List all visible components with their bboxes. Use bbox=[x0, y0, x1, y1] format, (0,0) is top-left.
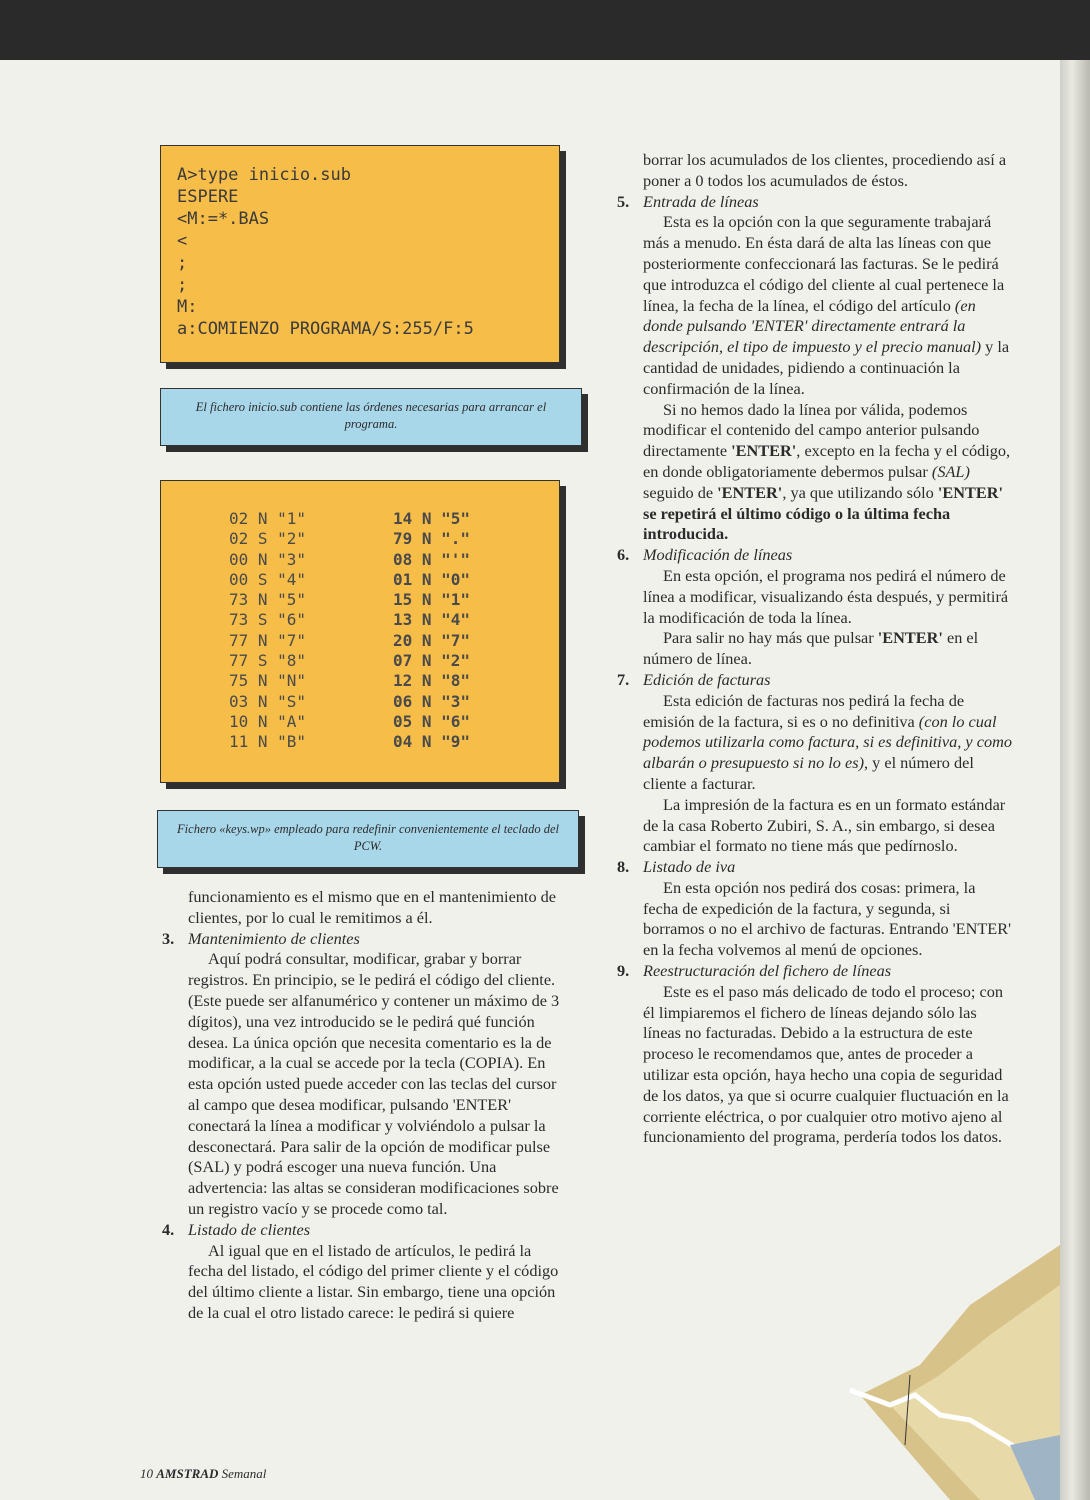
key-mapping-line: 73 N "5" bbox=[229, 590, 307, 610]
key-mapping-line: 08 N "'" bbox=[393, 549, 471, 569]
page-number: 10 bbox=[140, 1466, 153, 1481]
list-item-title: 5. Entrada de líneas bbox=[617, 191, 759, 211]
key-mapping-line: 14 N "5" bbox=[393, 509, 471, 528]
paragraph: En esta opción nos pedirá dos cosas: primera, la fecha de expedición de la factura, y segunda, si borramos o no el archivo de facturas. Entrando 'ENTER' en la fecha volvemos al menú de opciones. bbox=[643, 877, 1012, 960]
key-mapping-line: 03 N "S" bbox=[229, 691, 307, 711]
key-mapping-line: 75 N "N" bbox=[229, 671, 307, 691]
key-mapping-line: 13 N "4" bbox=[393, 610, 471, 630]
left-text-column bbox=[162, 887, 568, 1324]
code-listing-keys-wp bbox=[160, 480, 560, 783]
paragraph: Para salir no hay más que pulsar 'ENTER' en el número de línea. bbox=[643, 628, 979, 669]
key-mapping-line: 77 S "8" bbox=[229, 651, 307, 671]
caption-inicio-sub: El fichero inicio.sub contiene las órdenes necesarias para arrancar el programa. bbox=[160, 388, 582, 446]
paragraph: borrar los acumulados de los clientes, procediendo así a poner a 0 todos los acumulados de éstos. bbox=[643, 150, 1007, 190]
key-mapping-line: 10 N "A" bbox=[229, 711, 307, 731]
paragraph: funcionamiento es el mismo que en el mantenimiento de clientes, por lo cual le remitimos a él. bbox=[188, 887, 557, 927]
list-item-title: 7. Edición de facturas bbox=[617, 669, 771, 689]
paragraph: Aquí podrá consultar, modificar, grabar y borrar registros. En principio, se le pedirá el código del cliente. (Este puede ser alfanumérico y contener un máximo de 3 dígitos), una vez introducido se le pedirá qué función desea. La única opción que necesita comentario es la de modificar, a la cual se accede por la tecla (COPIA). En esta opción usted puede acceder con las teclas del cursor al campo que desea modificar, pulsando 'ENTER' conectará la línea a modificar y volviéndolo a pulsar la desconectará. Para salir de la opción de modificar pulse (SAL) y podrá escoger una nueva función. Una advertencia: las altas se consideran modificaciones sobre un registro vacío y se procede como tal. bbox=[188, 949, 560, 1218]
key-mapping-line: 20 N "7" bbox=[393, 630, 471, 650]
code-line: <M:=*.BAS bbox=[177, 209, 270, 229]
key-mapping-line: 06 N "3" bbox=[393, 691, 471, 711]
key-mapping-line: 01 N "0" bbox=[393, 569, 471, 589]
caption-keys-wp: Fichero «keys.wp» empleado para redefinir convenientemente el teclado del PCW. bbox=[157, 810, 579, 868]
code-listing-inicio-sub bbox=[160, 145, 560, 363]
page-spine bbox=[1060, 60, 1090, 1500]
code-line: A>type inicio.sub bbox=[177, 165, 351, 185]
key-mapping-line: 73 S "6" bbox=[229, 610, 307, 630]
code-line: ; bbox=[177, 275, 188, 295]
page-footer bbox=[140, 1466, 266, 1482]
key-mapping-line: 79 N "." bbox=[393, 529, 471, 549]
key-mapping-line: 00 N "3" bbox=[229, 549, 307, 569]
key-mapping-line: 11 N "B" bbox=[229, 732, 307, 752]
list-item-title: 9. Reestructuración del fichero de líneas bbox=[617, 961, 892, 981]
magazine-section: Semanal bbox=[221, 1466, 267, 1481]
keys-column-left bbox=[229, 509, 306, 753]
list-item-title: 6. Modificación de líneas bbox=[617, 545, 793, 565]
code-line: ESPERE bbox=[177, 187, 239, 207]
torn-corner-illustration bbox=[820, 1245, 1060, 1500]
key-mapping-line: 12 N "8" bbox=[393, 671, 471, 691]
key-mapping-line: 00 S "4" bbox=[229, 569, 307, 589]
code-line: ; bbox=[177, 253, 188, 273]
key-mapping-line: 77 N "7" bbox=[229, 630, 307, 650]
key-mapping-line: 02 S "2" bbox=[229, 529, 307, 549]
paragraph: Este es el paso más delicado de todo el proceso; con él limpiaremos el fichero de líneas dejando sólo las líneas no facturadas. Debido a la estructura de este proceso le recomendamos que, antes de proceder a utilizar esta opción, haya hecho una copia de seguridad de los datos, ya que si ocurre cualquier fluctuación en la corriente eléctrica, o por cualquier otro motivo ajeno al funcionamiento del programa, perdería todos los datos. bbox=[643, 981, 1009, 1147]
list-item-title: 3. Mantenimiento de clientes bbox=[162, 928, 360, 948]
magazine-name: AMSTRAD bbox=[156, 1466, 219, 1481]
right-text-column bbox=[617, 150, 1013, 1148]
code-line: a:COMIENZO PROGRAMA/S:255/F:5 bbox=[177, 319, 474, 339]
paragraph: La impresión de la factura es en un formato estándar de la casa Roberto Zubiri, S. A., sin embargo, si desea cambiar el formato no tiene más que pedírnoslo. bbox=[643, 794, 1006, 856]
paragraph: Al igual que en el listado de artículos, le pedirá la fecha del listado, el código del primer cliente y el código del último cliente a listar. Sin embargo, tiene una opción de la cual el otro listado carece: le pedirá si quiere bbox=[188, 1240, 559, 1322]
paragraph: Esta es la opción con la que seguramente trabajará más a menudo. En ésta dará de alta las líneas con que posteriormente confeccionará las facturas. Se le pedirá que introduzca el código del cliente al cual pertenece la línea, la fecha de la línea, el código del artículo (en donde pulsando 'ENTER' directamente entrará la descripción, el tipo de impuesto y el precio manual) y la cantidad de unidades, pidiendo a continuación la confirmación de la línea. bbox=[643, 212, 1010, 398]
paragraph: Si no hemos dado la línea por válida, podemos modificar el contenido del campo anterior pulsando directamente 'ENTER', excepto en la fecha y el código, en donde obligatoriamente debermos pulsar (SAL) seguido de 'ENTER', ya que utilizando sólo 'ENTER' se repetirá el último código o la última fecha introducida. bbox=[643, 399, 1011, 544]
keys-column-right bbox=[393, 509, 470, 753]
paragraph: Esta edición de facturas nos pedirá la fecha de emisión de la factura, si es o no definitiva (con lo cual podemos utilizarla como factura, si es definitiva, y como albarán o presupuesto si no lo es), y el número del cliente a facturar. bbox=[643, 690, 1012, 793]
list-item-title: 4. Listado de clientes bbox=[162, 1219, 311, 1239]
code-line: M: bbox=[177, 297, 198, 317]
code-line: < bbox=[177, 231, 188, 251]
key-mapping-line: 02 N "1" bbox=[229, 509, 307, 528]
key-mapping-line: 07 N "2" bbox=[393, 651, 471, 671]
list-item-title: 8. Listado de iva bbox=[617, 857, 736, 877]
key-mapping-line: 15 N "1" bbox=[393, 590, 471, 610]
key-mapping-line: 04 N "9" bbox=[393, 732, 471, 752]
paragraph: En esta opción, el programa nos pedirá el número de línea a modificar, visualizando ésta después, y permitirá la modificación de toda la línea. bbox=[643, 565, 1009, 627]
key-mapping-line: 05 N "6" bbox=[393, 711, 471, 731]
